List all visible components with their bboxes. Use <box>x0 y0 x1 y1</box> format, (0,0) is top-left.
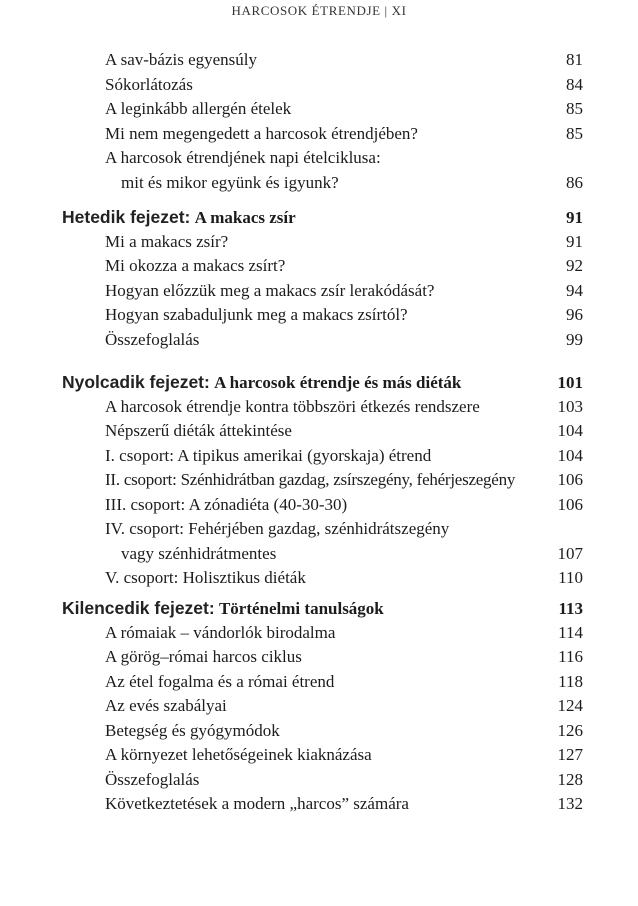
chapter-label: Hetedik fejezet: <box>62 207 191 227</box>
toc-entry[interactable] <box>105 230 583 254</box>
toc-entry[interactable] <box>105 743 583 767</box>
toc-entry-title: A harcosok étrendjének napi ételciklusa: <box>105 148 381 167</box>
toc-entry[interactable] <box>105 254 583 278</box>
toc-entry-title: Az evés szabályai <box>105 696 227 715</box>
toc-entry[interactable] <box>105 517 583 541</box>
toc-entry[interactable] <box>105 419 583 443</box>
toc-entry-title: Hogyan előzzük meg a makacs zsír lerakódását? <box>105 280 435 300</box>
toc-entry-title: A sav-bázis egyensúly <box>105 50 258 69</box>
toc-entry-title: vagy szénhidrátmentes <box>121 543 277 563</box>
toc-entry[interactable] <box>105 279 583 303</box>
toc-entry-title: I. csoport: A tipikus amerikai (gyorskaja) étrend <box>105 445 432 465</box>
toc-entry[interactable] <box>105 566 583 590</box>
toc-page-number: 103 <box>557 396 583 416</box>
chapter-page-number: 113 <box>558 599 583 618</box>
toc-entry[interactable] <box>105 97 583 121</box>
toc-page-number: 107 <box>557 543 583 563</box>
chapter-title <box>62 205 296 230</box>
toc-page-number: 96 <box>566 305 583 324</box>
toc-entry[interactable] <box>105 768 583 792</box>
toc-entry[interactable] <box>105 328 583 352</box>
toc-entry-title: Összefoglalás <box>105 329 200 349</box>
toc-entry-title: Sókorlátozás <box>105 74 193 94</box>
toc-page-number: 110 <box>558 568 583 587</box>
toc-page-number: 128 <box>557 769 583 789</box>
toc-entry-title: A környezet lehetőségeinek kiaknázása <box>105 745 372 764</box>
toc-page-number: 106 <box>557 470 583 489</box>
toc-entry[interactable] <box>105 395 583 419</box>
toc-page-number: 127 <box>557 745 583 764</box>
chapter-label: Nyolcadik fejezet: <box>62 372 210 392</box>
chapter-heading[interactable] <box>62 370 583 394</box>
toc-entry[interactable] <box>105 122 583 146</box>
toc-entry[interactable] <box>105 792 583 816</box>
toc-page-number: 132 <box>557 794 583 813</box>
toc-page-number: 84 <box>566 74 583 94</box>
running-head: HARCOSOK ÉTRENDJE | XI <box>231 3 407 18</box>
toc-page-number: 92 <box>566 256 583 275</box>
chapter-title <box>62 596 384 621</box>
toc-entry[interactable] <box>105 493 583 517</box>
toc-entry[interactable] <box>105 48 583 72</box>
chapter-page-number: 91 <box>566 208 583 227</box>
chapter-name: A harcosok étrendje és más diéták <box>214 373 462 392</box>
toc-entry[interactable] <box>105 621 583 645</box>
chapter-heading[interactable] <box>62 205 583 229</box>
toc-entry-title: Az étel fogalma és a római étrend <box>105 671 335 691</box>
toc-entry-title: III. csoport: A zónadiéta (40-30-30) <box>105 494 348 514</box>
toc-entry-title: A rómaiak – vándorlók birodalma <box>105 622 336 642</box>
toc-entry[interactable] <box>105 303 583 327</box>
toc-entry[interactable] <box>105 694 583 718</box>
toc-page-number: 104 <box>557 421 583 440</box>
chapter-label: Kilencedik fejezet: <box>62 598 215 618</box>
toc-entry[interactable] <box>105 444 583 468</box>
toc-entry-title: A harcosok étrendje kontra többszöri étkezés rendszere <box>105 396 480 416</box>
toc-page-number: 85 <box>566 99 583 118</box>
toc-entry[interactable] <box>105 645 583 669</box>
toc-entry-title: V. csoport: Holisztikus diéták <box>105 568 306 587</box>
toc-page-number: 124 <box>557 696 583 715</box>
toc-entry-title: mit és mikor együnk és igyunk? <box>121 172 339 192</box>
toc-page-number: 99 <box>566 329 583 349</box>
toc-entry[interactable] <box>105 146 583 170</box>
toc-page-number: 85 <box>566 123 583 143</box>
toc-entry[interactable] <box>105 719 583 743</box>
chapter-page-number: 101 <box>557 373 583 392</box>
toc-entry-title: Mi a makacs zsír? <box>105 231 229 251</box>
toc-entry[interactable] <box>105 468 583 492</box>
toc-entry-title: Betegség és gyógymódok <box>105 720 280 740</box>
toc-entry-title: Népszerű diéták áttekintése <box>105 421 292 440</box>
toc-entry[interactable] <box>105 670 583 694</box>
toc-page-number: 126 <box>557 720 583 740</box>
chapter-name: A makacs zsír <box>194 208 296 227</box>
toc-page-number: 94 <box>566 280 583 300</box>
toc-page-number: 118 <box>558 671 583 691</box>
toc-entry-title: A görög–római harcos ciklus <box>105 647 302 666</box>
toc-entry-title: Mi nem megengedett a harcosok étrendjében? <box>105 123 418 143</box>
toc-entry-title: Mi okozza a makacs zsírt? <box>105 256 286 275</box>
toc-entry[interactable] <box>105 73 583 97</box>
toc-page-number: 114 <box>558 622 583 642</box>
chapter-title <box>62 370 461 395</box>
chapter-name: Történelmi tanulságok <box>218 599 384 618</box>
toc-entry[interactable] <box>105 542 583 566</box>
toc-entry-title: Következtetések a modern „harcos” számára <box>105 794 409 813</box>
toc-page-number: 104 <box>557 445 583 465</box>
toc-page-number: 91 <box>566 231 583 251</box>
toc-page-number: 86 <box>566 172 583 192</box>
toc-page-number: 81 <box>566 50 583 69</box>
toc-entry[interactable] <box>105 171 583 195</box>
toc-entry-title: Összefoglalás <box>105 769 200 789</box>
chapter-heading[interactable] <box>62 596 583 620</box>
toc-entry-title: A leginkább allergén ételek <box>105 99 292 118</box>
toc-entry-title: Hogyan szabaduljunk meg a makacs zsírtól? <box>105 305 408 324</box>
toc-entry-title: IV. csoport: Fehérjében gazdag, szénhidrátszegény <box>105 519 450 538</box>
toc-page-number: 106 <box>557 494 583 514</box>
toc-entry-title: II. csoport: Szénhidrátban gazdag, zsírszegény, fehérjeszegény <box>105 470 516 489</box>
toc-page-number: 116 <box>558 647 583 666</box>
